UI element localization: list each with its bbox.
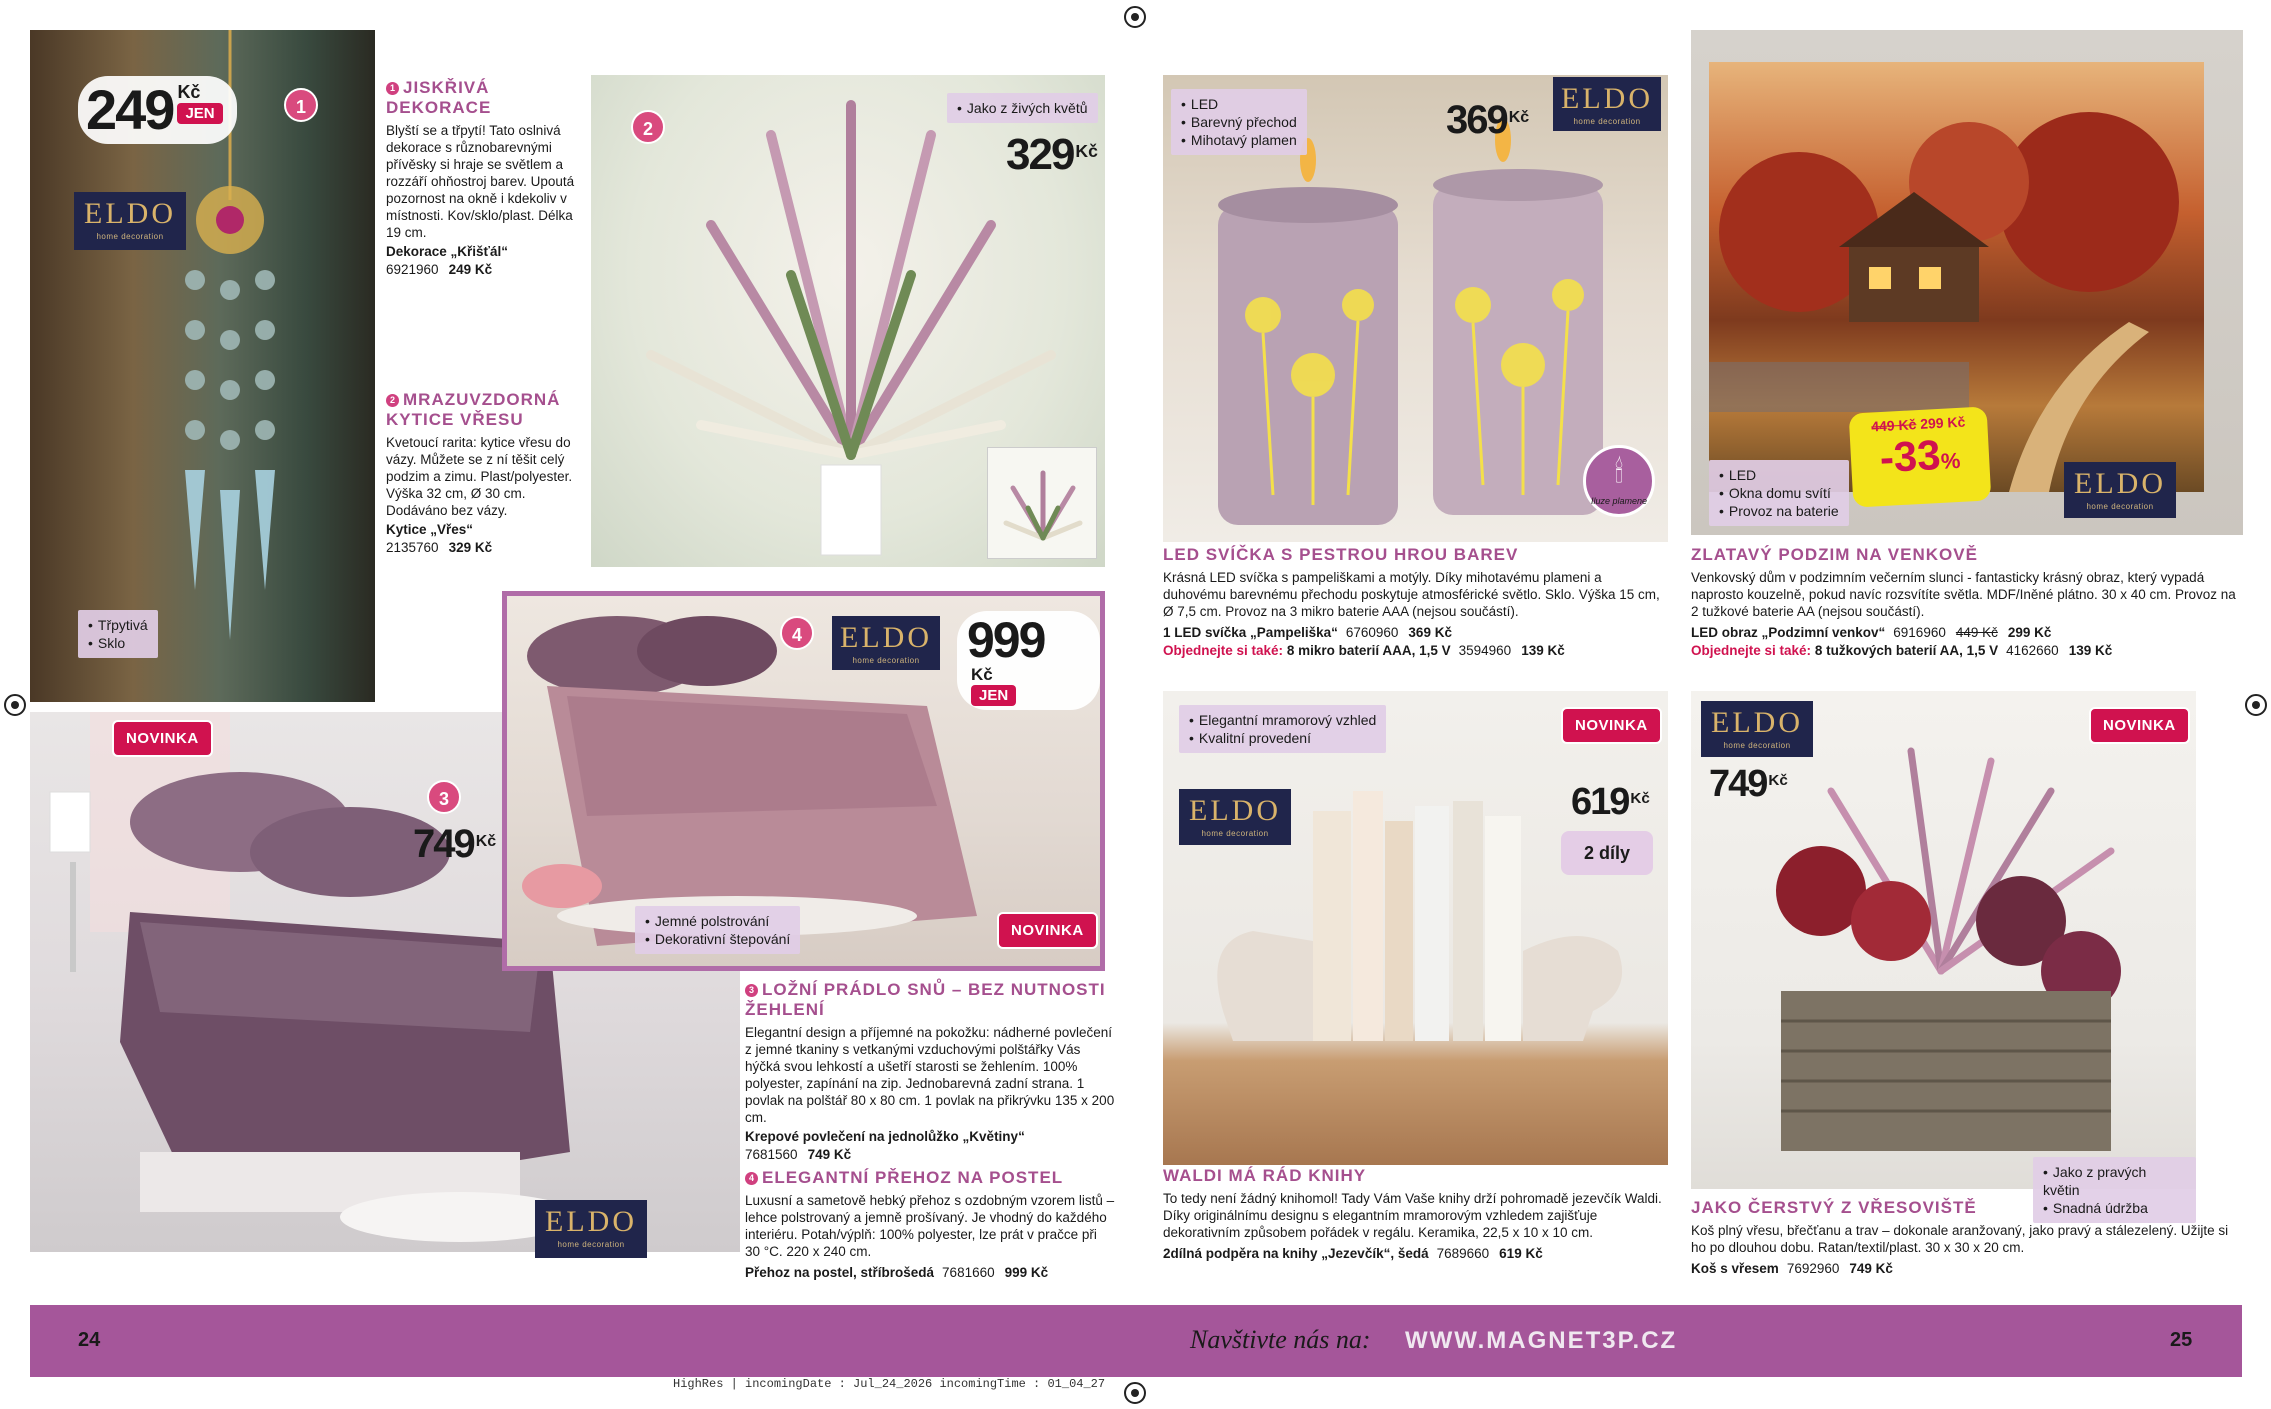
novinka-badge-p7: NOVINKA — [1561, 707, 1662, 744]
dachshund-bookends-photo — [1163, 691, 1668, 1165]
p7-parts-badge: 2 díly — [1561, 831, 1653, 875]
p1-title: 1 JISKŘIVÁ DEKORACE — [386, 78, 492, 117]
p3-number-marker: 3 — [427, 780, 461, 814]
p7-bullets: • Elegantní mramorový vzhled • Kvalitní provedení — [1179, 705, 1386, 753]
p3-p4-article — [745, 980, 1115, 1282]
eldo-logo-p3: ELDO home decoration — [535, 1200, 647, 1258]
p2-title: 2 MRAZUVZDORNÁ KYTICE VŘESU — [386, 390, 561, 429]
p8-bullets: • Jako z pravých květin • Snadná údržba — [2033, 1157, 2196, 1223]
heather-thumbnail — [987, 447, 1097, 559]
p5-article — [1163, 545, 1668, 660]
autumn-painting-photo — [1691, 30, 2243, 535]
eldo-logo-p4: ELDO home decoration — [832, 616, 940, 670]
p8-article — [1691, 1198, 2243, 1278]
p1-number-marker: 1 — [284, 88, 318, 122]
p7-article — [1163, 1166, 1668, 1263]
p8-big-price: 749 $^{Kč}$ — [1709, 763, 1788, 805]
p3-description: Elegantní design a příjemné na pokožku: nádherné povlečení z jemné tkaniny s vetkanými vzduchovými polštářky Vás hýčká svou lehkostí a ušetří starosti se žehlením. 100% polyester, zapínání na zip. Jednobarevná zadní strana. 1 povlak na polštář 80 x 80 cm. 1 povlak na přikrývku 135 x 200 cm. — [745, 1025, 1115, 1125]
p2-description: Kvetoucí rarita: kytice vřesu do vázy. Můžete se z ní těšit celý podzim a zimu. Plast/polyester. Výška 32 cm, Ø 30 cm. Dodáváno bez vázy. — [386, 435, 573, 518]
p4-price-line: Přehoz na postel, stříbrošedá 7681660 999 Kč — [745, 1265, 1049, 1280]
p6-also-order: Objednejte si také: 8 tužkových baterií AA, 1,5 V 4162660 139 Kč — [1691, 643, 2113, 658]
eldo-logo-p7: ELDO home decoration — [1179, 789, 1291, 845]
footer-url-link[interactable]: WWW.MAGNET3P.CZ — [1405, 1327, 1678, 1354]
p8-price-line: Koš s vřesem 7692960 749 Kč — [1691, 1261, 1893, 1276]
p3-title: 3 LOŽNÍ PRÁDLO SNŮ – BEZ NUTNOSTI ŽEHLENÍ — [745, 980, 1106, 1019]
p7-title: WALDI MÁ RÁD KNIHY — [1163, 1166, 1367, 1185]
left-page-number: 24 — [78, 1329, 101, 1351]
p4-bullets: • Jemné polstrování • Dekorativní štepování — [635, 906, 800, 954]
p3-price-label: Krepové povlečení na jednolůžko „Květiny“ — [745, 1129, 1025, 1144]
p6-description: Venkovský dům v podzimním večerním slunci - fantasticky krásný obraz, který vypadá naprosto kouzelně, pokud navíc rozsvítíte světla. MDF/Iněné plátno. 30 x 40 cm. Provoz na 2 tužkové baterie AA (nejsou součástí). — [1691, 570, 2236, 619]
registration-mark-bottom — [1124, 1382, 1146, 1404]
p4-price-badge: 999 Kč JEN — [957, 611, 1100, 710]
eldo-logo-p8: ELDO home decoration — [1701, 701, 1813, 757]
p5-price-line: 1 LED svíčka „Pampeliška“ 6760960 369 Kč — [1163, 625, 1452, 640]
p4-title: 4 ELEGANTNÍ PŘEHOZ NA POSTEL — [745, 1168, 1115, 1188]
p2-number-marker: 2 — [631, 110, 665, 144]
registration-mark-left — [4, 694, 26, 716]
p1-big-price: 249 — [86, 78, 174, 141]
p7-price-line: 2dílná podpěra na knihy „Jezevčík“, šedá 7689660 619 Kč — [1163, 1246, 1543, 1261]
p3-big-price: 749 $^{Kč}$ — [413, 822, 497, 866]
right-page-number: 25 — [2170, 1329, 2193, 1351]
eldo-logo-p6: ELDO home decoration — [2064, 462, 2176, 518]
footer-visit-text: Navštivte nás na: — [1190, 1325, 1371, 1354]
footer-band — [30, 1305, 2242, 1377]
led-candle-photo — [1163, 75, 1668, 542]
p5-big-price: 369 $^{Kč}$ — [1446, 98, 1530, 142]
p5-also-order: Objednejte si také: 8 mikro baterií AAA, 1,5 V 3594960 139 Kč — [1163, 643, 1565, 658]
p2-article — [386, 390, 576, 557]
novinka-badge-p8: NOVINKA — [2089, 707, 2190, 744]
p1-article — [386, 78, 576, 279]
registration-mark-right — [2245, 694, 2267, 716]
eldo-logo-p5: ELDO home decoration — [1553, 77, 1661, 131]
p5-description: Krásná LED svíčka s pampeliškami a motýly. Díky mihotavému plameni a duhovému barevnému přechodu poskytuje atmosférické světlo. Sklo. Výška 15 cm, Ø 7,5 cm. Provoz na 3 mikro baterie AAA (nejsou součástí). — [1163, 570, 1660, 619]
p1-price-badge: 249 Kč JEN — [78, 76, 237, 144]
p6-title: ZLATAVÝ PODZIM NA VENKOVĚ — [1691, 545, 1978, 564]
flame-illusion-icon: 🕯 Iluze plamene — [1583, 445, 1655, 517]
p5-title: LED SVÍČKA S PESTROU HROU BAREV — [1163, 545, 1519, 564]
novinka-badge-p3: NOVINKA — [112, 720, 213, 757]
p1-price-label: Dekorace „Křišťál“ — [386, 244, 509, 259]
p7-description: To tedy není žádný knihomol! Tady Vám Vaše knihy drží pohromadě jezevčík Waldi. Díky originálnímu designu s elegantním mramorovým vzhledem zajišťuje dekorativním způsobem pořádek v regálu. Keramika, 22,5 x 10 x 10 cm. — [1163, 1191, 1662, 1240]
p2-price-label: Kytice „Vřes“ — [386, 522, 474, 537]
p6-bullets: • LED • Okna domu svítí • Provoz na baterie — [1709, 460, 1849, 526]
p1-price-line: 6921960 249 Kč — [386, 262, 493, 277]
p1-description: Blyští se a třpytí! Tato oslnivá dekorace s různobarevnými přívěsky si hraje se světlem a rozzáří ohňostroj barev. Upoutá pozornost na okně i kdekoliv v místnosti. Kov/sklo/plast. Délka 19 cm. — [386, 123, 575, 240]
p6-price-line: LED obraz „Podzimní venkov“ 6916960 449 Kč 299 Kč — [1691, 625, 2052, 640]
p2-bullets: • Jako z živých květů — [947, 93, 1098, 123]
p3-price-line: 7681560 749 Kč — [745, 1147, 852, 1162]
heather-mini-icon — [988, 448, 1098, 560]
p4-number-marker: 4 — [780, 616, 814, 650]
heather-bouquet-photo — [591, 75, 1105, 567]
p8-title: JAKO ČERSTVÝ Z VŘESOVIŠTĚ — [1691, 1198, 1977, 1217]
p7-big-price: 619 $^{Kč}$ — [1571, 781, 1650, 823]
p4-description: Luxusní a sametově hebký přehoz s ozdobným vzorem listů – lehce polstrovaný a jemně prošívaný. Je vhodný do každého interiéru. Potah/výplň: 100% polyester, lze prát v pračce při 30 °C. 220 x 240 cm. — [745, 1193, 1115, 1259]
p6-article — [1691, 545, 2243, 660]
p1-bullets: • Třpytivá • Sklo — [78, 610, 158, 658]
bookends-icon — [1163, 691, 1668, 1165]
p2-big-price: 329 $^{Kč}$ — [1006, 130, 1098, 179]
novinka-badge-p4: NOVINKA — [997, 912, 1098, 949]
p8-description: Koš plný vřesu, břečťanu a trav – dokonale aranžovaný, jako pravý a stálezelený. Užijte si ho po dlouhou dobu. Ratan/textil/plast. 30 x 30 x 20 cm. — [1691, 1223, 2229, 1255]
p5-bullets: • LED • Barevný přechod • Mihotavý plamen — [1171, 89, 1307, 155]
bedspread-photo — [502, 591, 1105, 971]
p6-discount-badge: 449 Kč 299 Kč -33% — [1849, 406, 1992, 507]
print-slug: HighRes | incomingDate : Jul_24_2026 incomingTime : 01_04_27 — [673, 1377, 1106, 1391]
p2-price-line: 2135760 329 Kč — [386, 540, 493, 555]
eldo-logo-p1: ELDO home decoration — [74, 192, 186, 250]
registration-mark-top — [1124, 6, 1146, 28]
